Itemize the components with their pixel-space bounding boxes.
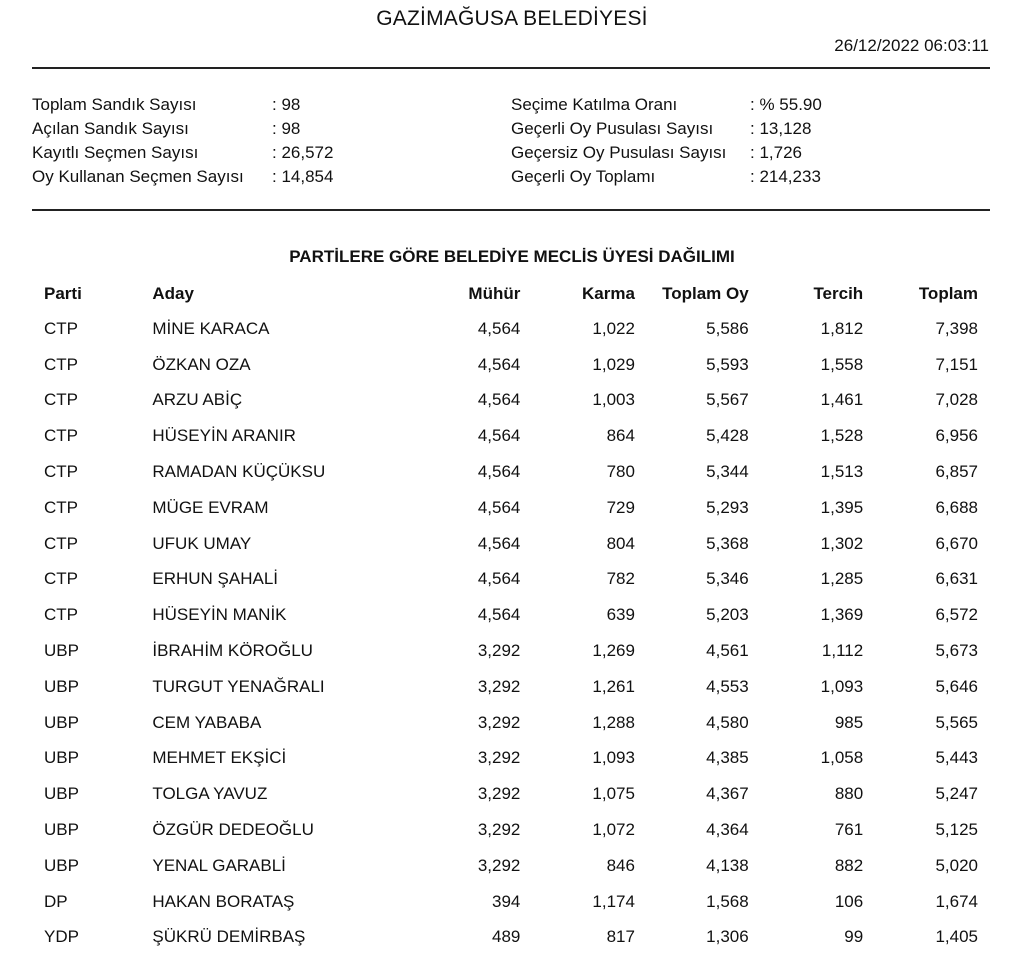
cell-aday: HAKAN BORATAŞ: [152, 891, 295, 911]
cell-toplam: 6,572: [935, 605, 978, 625]
column-header-parti: Parti: [44, 283, 82, 303]
table-row: [32, 812, 990, 848]
stat-row: [32, 117, 333, 141]
cell-parti: CTP: [44, 354, 78, 374]
cell-parti: YDP: [44, 927, 79, 947]
cell-tercih: 985: [834, 712, 864, 732]
cell-tercih: 880: [834, 784, 864, 804]
cell-karma: 1,072: [592, 820, 635, 840]
cell-toplam: 7,028: [935, 390, 978, 410]
cell-muhur: 4,564: [477, 569, 521, 589]
stat-label: Toplam Sandık Sayısı: [32, 95, 197, 114]
cell-toplam-oy: 5,293: [706, 497, 749, 517]
cell-muhur: 3,292: [477, 641, 521, 661]
table-row: [32, 633, 990, 669]
cell-parti: CTP: [44, 390, 78, 410]
cell-muhur: 4,564: [477, 426, 521, 446]
cell-tercih: 1,461: [820, 390, 864, 410]
cell-muhur: 4,564: [477, 497, 521, 517]
cell-karma: 817: [606, 927, 635, 947]
cell-tercih: 106: [834, 891, 864, 911]
cell-toplam-oy: 5,586: [706, 318, 749, 338]
table-row: [32, 705, 990, 741]
stat-label: Geçersiz Oy Pusulası Sayısı: [511, 143, 727, 162]
cell-muhur: 4,564: [477, 605, 521, 625]
table-row: [32, 526, 990, 562]
cell-toplam-oy: 4,138: [706, 855, 749, 875]
cell-aday: ERHUN ŞAHALİ: [152, 569, 279, 589]
stat-label: Geçerli Oy Pusulası Sayısı: [511, 119, 714, 138]
cell-tercih: 1,369: [820, 605, 864, 625]
stat-value: : 214,233: [750, 167, 821, 186]
stat-row: [32, 141, 333, 165]
column-header-muhur: Mühür: [468, 283, 521, 303]
stat-value: : 98: [272, 95, 301, 114]
cell-toplam-oy: 4,580: [706, 712, 749, 732]
stat-value: : 1,726: [750, 143, 802, 162]
cell-toplam: 6,670: [935, 533, 978, 553]
stat-value: : 13,128: [750, 119, 812, 138]
cell-tercih: 99: [844, 927, 864, 947]
cell-parti: UBP: [44, 641, 79, 661]
stat-row: [511, 141, 822, 165]
column-header-toplam: Toplam: [918, 283, 978, 303]
cell-aday: CEM YABABA: [152, 712, 262, 732]
stat-row: [32, 165, 333, 189]
cell-tercih: 1,285: [820, 569, 864, 589]
cell-tercih: 1,395: [820, 497, 864, 517]
cell-karma: 1,022: [592, 318, 635, 338]
cell-parti: CTP: [44, 533, 78, 553]
cell-aday: HÜSEYİN MANİK: [152, 605, 287, 625]
cell-karma: 639: [606, 605, 635, 625]
cell-aday: MİNE KARACA: [152, 318, 270, 338]
cell-toplam: 5,646: [935, 676, 978, 696]
cell-parti: UBP: [44, 784, 79, 804]
cell-tercih: 1,513: [820, 462, 864, 482]
table-row: [32, 597, 990, 633]
cell-aday: UFUK UMAY: [152, 533, 252, 553]
cell-karma: 729: [606, 497, 635, 517]
cell-muhur: 3,292: [477, 676, 521, 696]
cell-toplam: 5,565: [935, 712, 978, 732]
table-header-row: [32, 276, 990, 311]
column-header-karma: Karma: [582, 283, 635, 303]
cell-tercih: 1,058: [820, 748, 864, 768]
cell-toplam-oy: 5,368: [706, 533, 749, 553]
cell-aday: ÖZKAN OZA: [152, 354, 251, 374]
page-title: GAZİMAĞUSA BELEDİYESİ: [376, 7, 648, 30]
cell-toplam-oy: 4,553: [706, 676, 749, 696]
cell-muhur: 4,564: [477, 390, 521, 410]
column-header-tercih: Tercih: [813, 283, 864, 303]
cell-parti: CTP: [44, 318, 78, 338]
cell-parti: UBP: [44, 748, 79, 768]
cell-toplam: 6,956: [935, 426, 978, 446]
table-row: [32, 490, 990, 526]
column-header-toplam-oy: Toplam Oy: [662, 283, 749, 303]
cell-aday: MÜGE EVRAM: [152, 497, 269, 517]
cell-karma: 1,261: [592, 676, 635, 696]
stat-value: : 26,572: [272, 143, 334, 162]
cell-karma: 1,174: [592, 891, 635, 911]
cell-tercih: 1,112: [821, 641, 864, 661]
cell-aday: ŞÜKRÜ DEMİRBAŞ: [152, 927, 306, 947]
stat-value: : 98: [272, 119, 301, 138]
cell-parti: UBP: [44, 820, 79, 840]
cell-muhur: 394: [491, 891, 521, 911]
cell-parti: CTP: [44, 462, 78, 482]
cell-karma: 1,269: [592, 641, 635, 661]
cell-parti: UBP: [44, 676, 79, 696]
cell-parti: UBP: [44, 712, 79, 732]
cell-tercih: 761: [834, 820, 864, 840]
council-members-table: [32, 276, 990, 955]
table-row: [32, 418, 990, 454]
cell-parti: CTP: [44, 426, 78, 446]
stats-left-panel: [32, 93, 333, 189]
stat-value: : % 55.90: [750, 95, 822, 114]
cell-muhur: 3,292: [477, 855, 521, 875]
cell-aday: RAMADAN KÜÇÜKSU: [152, 462, 326, 482]
cell-toplam: 6,631: [935, 569, 978, 589]
table-body: [32, 311, 990, 955]
cell-muhur: 3,292: [477, 748, 521, 768]
cell-toplam-oy: 1,306: [706, 927, 749, 947]
cell-parti: CTP: [44, 497, 78, 517]
cell-karma: 780: [606, 462, 635, 482]
cell-karma: 864: [606, 426, 635, 446]
cell-karma: 1,029: [592, 354, 635, 374]
cell-toplam-oy: 4,385: [706, 748, 749, 768]
stat-row: [511, 165, 822, 189]
table-row: [32, 848, 990, 884]
stat-label: Geçerli Oy Toplamı: [511, 167, 656, 186]
stat-row: [511, 117, 822, 141]
cell-muhur: 4,564: [477, 462, 521, 482]
cell-tercih: 1,812: [820, 318, 864, 338]
cell-toplam-oy: 4,364: [706, 820, 749, 840]
cell-toplam-oy: 4,561: [706, 641, 749, 661]
stats-divider: [32, 209, 990, 211]
cell-tercih: 1,093: [820, 676, 864, 696]
stat-label: Oy Kullanan Seçmen Sayısı: [32, 167, 244, 186]
cell-toplam-oy: 4,367: [706, 784, 749, 804]
cell-karma: 1,093: [592, 748, 635, 768]
table-row: [32, 562, 990, 598]
cell-toplam: 5,443: [935, 748, 978, 768]
cell-tercih: 1,528: [820, 426, 864, 446]
cell-muhur: 4,564: [477, 318, 521, 338]
table-row: [32, 884, 990, 920]
cell-tercih: 882: [834, 855, 864, 875]
table-row: [32, 741, 990, 777]
cell-aday: TURGUT YENAĞRALI: [152, 676, 325, 696]
cell-parti: UBP: [44, 855, 79, 875]
table-row: [32, 383, 990, 419]
cell-muhur: 4,564: [477, 533, 521, 553]
cell-toplam-oy: 5,428: [706, 426, 749, 446]
cell-toplam-oy: 5,344: [706, 462, 749, 482]
cell-parti: CTP: [44, 569, 78, 589]
top-divider: [32, 67, 990, 69]
cell-karma: 804: [606, 533, 635, 553]
cell-karma: 846: [606, 855, 635, 875]
cell-karma: 782: [606, 569, 635, 589]
cell-toplam-oy: 5,203: [706, 605, 749, 625]
stats-right-panel: [511, 93, 822, 189]
cell-toplam: 1,405: [935, 927, 978, 947]
cell-toplam: 7,398: [935, 318, 978, 338]
section-title: PARTİLERE GÖRE BELEDİYE MECLİS ÜYESİ DAĞILIMI: [289, 247, 735, 266]
cell-toplam: 5,020: [935, 855, 978, 875]
cell-karma: 1,288: [592, 712, 635, 732]
stat-label: Seçime Katılma Oranı: [511, 95, 678, 114]
cell-tercih: 1,302: [820, 533, 864, 553]
cell-muhur: 4,564: [477, 354, 521, 374]
column-header-aday: Aday: [152, 283, 194, 303]
cell-aday: TOLGA YAVUZ: [152, 784, 268, 804]
cell-muhur: 489: [491, 927, 521, 947]
stat-label: Kayıtlı Seçmen Sayısı: [32, 143, 199, 162]
cell-toplam-oy: 5,593: [706, 354, 749, 374]
cell-toplam-oy: 5,346: [706, 569, 749, 589]
table-row: [32, 454, 990, 490]
table-row: [32, 311, 990, 347]
cell-toplam: 7,151: [935, 354, 978, 374]
cell-tercih: 1,558: [820, 354, 864, 374]
table-row: [32, 347, 990, 383]
table-row: [32, 776, 990, 812]
cell-toplam-oy: 5,567: [706, 390, 749, 410]
cell-muhur: 3,292: [477, 784, 521, 804]
cell-toplam: 6,857: [935, 462, 978, 482]
cell-toplam: 6,688: [935, 497, 978, 517]
cell-toplam-oy: 1,568: [706, 891, 749, 911]
stat-value: : 14,854: [272, 167, 334, 186]
cell-aday: HÜSEYİN ARANIR: [152, 426, 296, 446]
cell-parti: DP: [44, 891, 68, 911]
stat-row: [32, 93, 333, 117]
stat-row: [511, 93, 822, 117]
cell-aday: MEHMET EKŞİCİ: [152, 748, 287, 768]
cell-karma: 1,003: [592, 390, 635, 410]
stat-label: Açılan Sandık Sayısı: [32, 119, 189, 138]
cell-toplam: 1,674: [935, 891, 978, 911]
cell-parti: CTP: [44, 605, 78, 625]
cell-aday: ARZU ABİÇ: [152, 390, 243, 410]
table-row: [32, 669, 990, 705]
report-timestamp: 26/12/2022 06:03:11: [834, 36, 989, 55]
cell-toplam: 5,673: [935, 641, 978, 661]
cell-karma: 1,075: [592, 784, 635, 804]
table-row: [32, 920, 990, 956]
cell-muhur: 3,292: [477, 820, 521, 840]
cell-muhur: 3,292: [477, 712, 521, 732]
cell-aday: YENAL GARABLİ: [152, 855, 286, 875]
cell-aday: İBRAHİM KÖROĞLU: [152, 641, 313, 661]
cell-toplam: 5,247: [935, 784, 978, 804]
cell-toplam: 5,125: [935, 820, 978, 840]
cell-aday: ÖZGÜR DEDEOĞLU: [152, 820, 314, 840]
